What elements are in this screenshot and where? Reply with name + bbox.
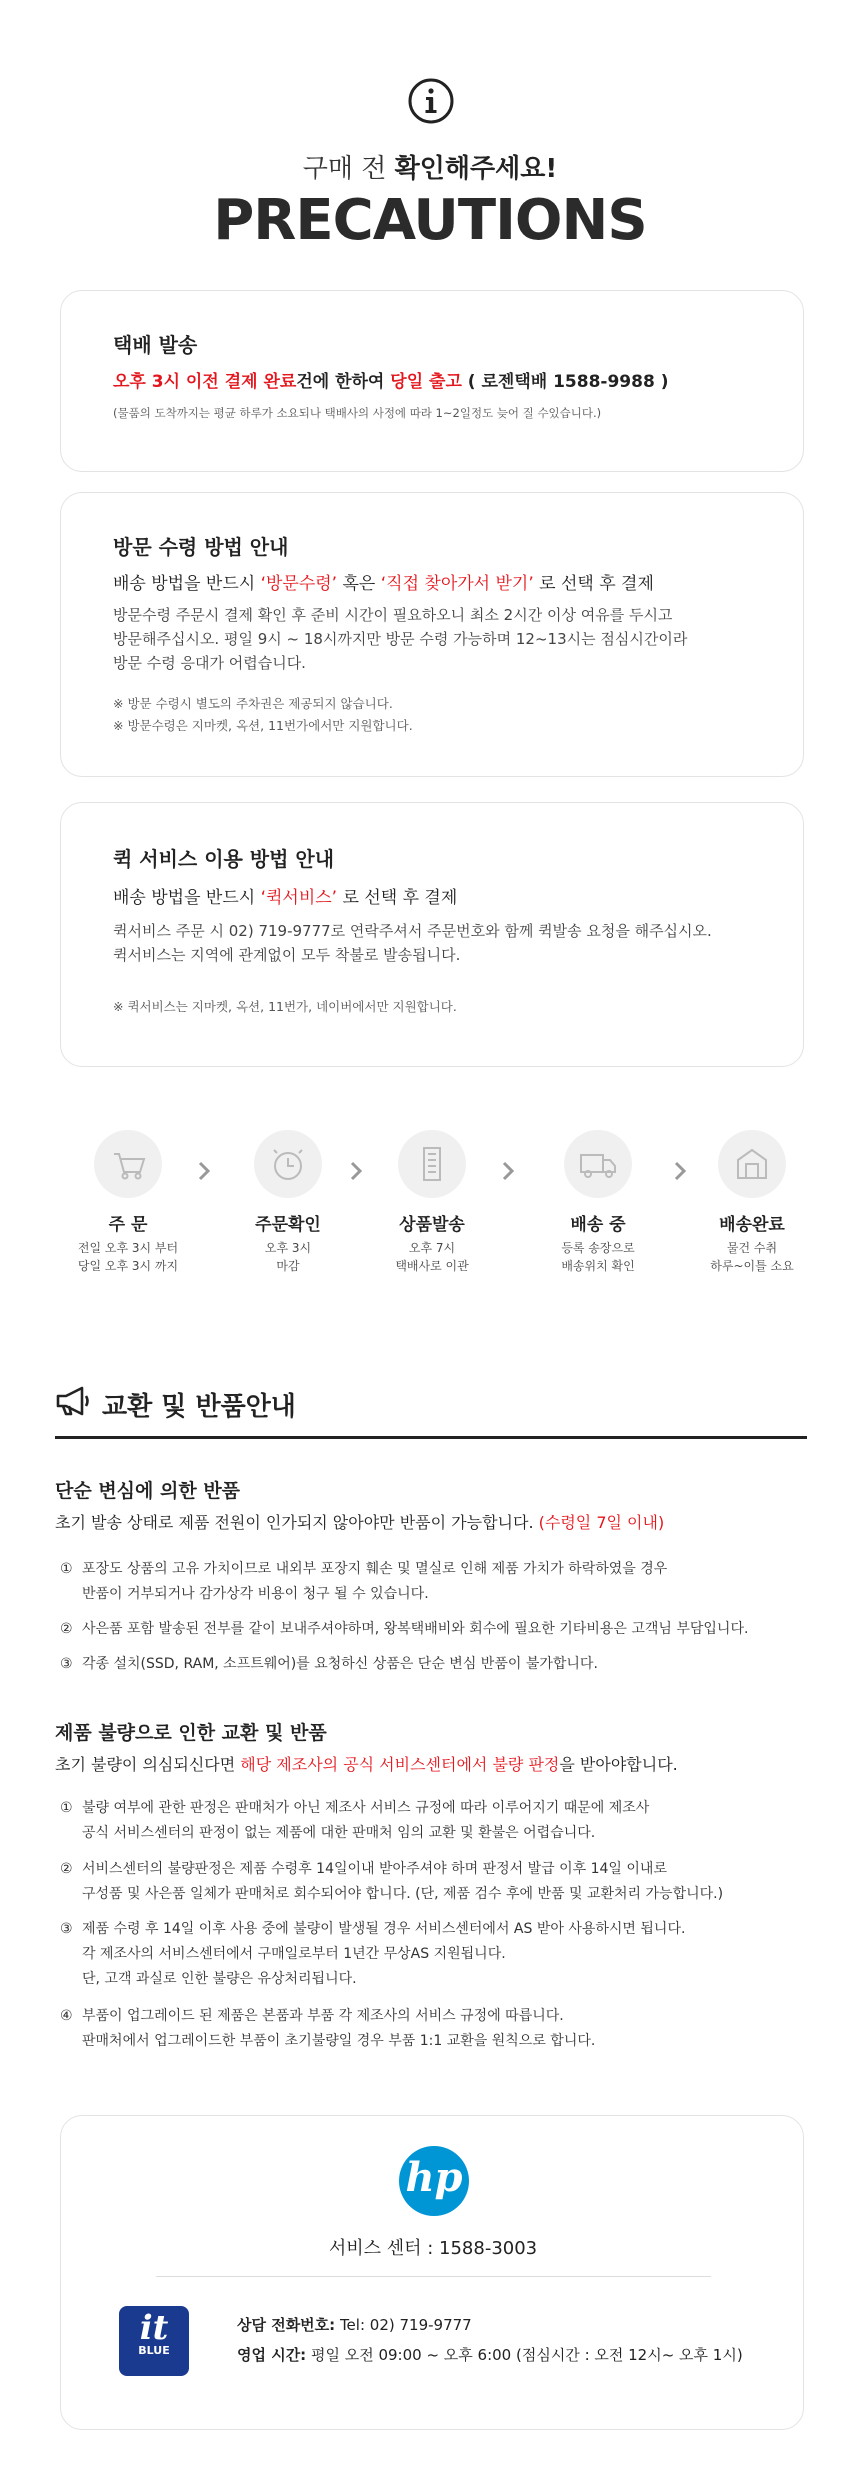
service-info-card xyxy=(60,2115,804,2430)
deadline-text: (수령일 7일 이내) xyxy=(538,1513,665,1532)
chevron-right-icon xyxy=(500,1160,516,1182)
package-icon xyxy=(398,1130,466,1198)
item-line: 사은품 포함 발송된 전부를 같이 보내주셔야하며, 왕복택배비와 회수에 필요한 기타비용은 고객님 부담입니다. xyxy=(82,1621,749,1637)
item-line: 반품이 거부되거나 감가상각 비용이 청구 될 수 있습니다. xyxy=(82,1586,429,1602)
step-label: 주 문 xyxy=(108,1215,148,1235)
simple-return-title: 단순 변심에 의한 반품 xyxy=(55,1480,241,1502)
mid-text: 건에 한하여 xyxy=(296,372,391,392)
step-desc-line: 전일 오후 3시 부터 xyxy=(77,1241,179,1255)
clock-icon xyxy=(254,1130,322,1198)
item-line: 공식 서비스센터의 판정이 없는 제품에 대한 판매처 임의 교환 및 환불은 어렵습니다. xyxy=(82,1825,596,1841)
pickup-card xyxy=(60,492,804,777)
list-item xyxy=(60,1652,820,1677)
item-line: 각 제조사의 서비스센터에서 구매일로부터 1년간 무상AS 지원됩니다. xyxy=(82,1946,506,1962)
list-item xyxy=(60,1917,820,1992)
info-circle-icon xyxy=(408,78,454,124)
pickup-notes xyxy=(113,693,413,737)
defect-return-sub xyxy=(55,1752,678,1775)
service-center-text: 서비스 센터 : 1588-3003 xyxy=(328,2238,538,2259)
defect-return-title: 제품 불량으로 인한 교환 및 반품 xyxy=(55,1722,327,1744)
step-desc-line: 당일 오후 3시 까지 xyxy=(77,1259,179,1273)
item-number: ③ xyxy=(60,1921,73,1937)
hp-logo-text: hp xyxy=(405,2154,463,2201)
step-confirm xyxy=(228,1130,348,1275)
phone-label: 상담 전화번호: xyxy=(237,2316,336,2334)
contact-phone xyxy=(237,2314,472,2335)
item-line: 서비스센터의 불량판정은 제품 수령후 14일이내 받아주셔야 하며 판정서 발급 이후 14일 이내로 xyxy=(82,1861,667,1877)
chevron-right-icon xyxy=(672,1160,688,1182)
sub-text: 초기 발송 상태로 제품 전원이 인가되지 않아야만 반품이 가능합니다. xyxy=(55,1513,539,1532)
it-logo-text: it xyxy=(139,2308,169,2348)
item-line: 불량 여부에 관한 판정은 판매처가 아닌 제조사 서비스 규정에 따라 이루어지기 때문에 제조사 xyxy=(82,1800,650,1816)
cutoff-text: 오후 3시 이전 결제 완료 xyxy=(113,372,297,392)
step-desc-line: 배송위치 확인 xyxy=(561,1259,635,1273)
step-desc-line: 물건 수취 xyxy=(726,1241,778,1255)
step-desc-line: 오후 3시 xyxy=(264,1241,312,1255)
warehouse-icon xyxy=(718,1130,786,1198)
item-number: ④ xyxy=(60,2008,73,2024)
chevron-right-icon xyxy=(196,1160,212,1182)
sub-prefix: 배송 방법을 반드시 xyxy=(113,574,261,594)
body-line: 퀵서비스 주문 시 02) 719-9777로 연락주셔서 주문번호와 함께 퀵발송 요청을 해주십시오. xyxy=(113,922,712,940)
step-desc xyxy=(372,1239,492,1275)
list-item xyxy=(60,1557,820,1607)
item-number: ① xyxy=(60,1800,73,1816)
step-in-transit xyxy=(538,1130,658,1275)
item-number: ① xyxy=(60,1561,73,1577)
delivery-card xyxy=(60,290,804,472)
card-title: 퀵 서비스 이용 방법 안내 xyxy=(113,847,335,871)
step-desc-line: 등록 송장으로 xyxy=(561,1241,635,1255)
step-ship xyxy=(372,1130,492,1275)
step-desc-line: 마감 xyxy=(276,1259,300,1273)
body-line: 퀵서비스는 지역에 관계없이 모두 착불로 발송됩니다. xyxy=(113,946,461,964)
item-line: 부품이 업그레이드 된 제품은 본품과 부품 각 제조사의 서비스 규정에 따릅니다. xyxy=(82,2008,564,2024)
official-center-text: 해당 제조사의 공식 서비스센터에서 불량 판정 xyxy=(240,1755,560,1774)
item-line: 제품 수령 후 14일 이후 사용 중에 불량이 발생될 경우 서비스센터에서 AS 받아 사용하시면 됩니다. xyxy=(82,1921,686,1937)
hours-label: 영업 시간: xyxy=(237,2346,307,2364)
it-logo-blue: BLUE xyxy=(138,2344,170,2357)
direct-pickup-text: ‘직접 찾아가서 받기’ xyxy=(380,574,534,594)
section-divider xyxy=(55,1436,807,1439)
item-line: 구성품 및 사은품 일체가 판매처로 회수되어야 합니다. (단, 제품 검수 후에 반품 및 교환처리 가능합니다.) xyxy=(82,1886,724,1902)
simple-return-sub xyxy=(55,1510,664,1533)
step-desc-line: 하루~이틀 소요 xyxy=(710,1259,794,1273)
hours-value: 평일 오전 09:00 ~ 오후 6:00 (점심시간 : 오전 12시~ 오후 1시) xyxy=(306,2346,743,2364)
subtitle-prefix: 구매 전 xyxy=(302,154,395,184)
megaphone-icon xyxy=(55,1386,93,1416)
cart-icon xyxy=(94,1130,162,1198)
courier-text: ( 로젠택배 1588-9988 ) xyxy=(461,372,669,392)
same-day-text: 당일 출고 xyxy=(390,372,462,392)
list-item xyxy=(60,1796,820,1846)
footer-divider xyxy=(156,2276,711,2277)
quick-service-card xyxy=(60,802,804,1067)
delivery-note: (물품의 도착까지는 평균 하루가 소요되나 택배사의 사정에 따라 1~2일정도 늦어 질 수있습니다.) xyxy=(113,406,602,420)
step-label: 배송완료 xyxy=(719,1215,785,1235)
quick-method-line xyxy=(113,883,457,908)
list-item xyxy=(60,1857,820,1907)
step-delivered xyxy=(692,1130,812,1275)
sub-end: 로 선택 후 결제 xyxy=(337,888,458,908)
page-title: PRECAUTIONS xyxy=(213,188,647,253)
sub-end: 을 받아야합니다. xyxy=(559,1755,678,1774)
step-desc xyxy=(68,1239,188,1275)
visit-pickup-text: ‘방문수령’ xyxy=(260,574,338,594)
item-number: ② xyxy=(60,1621,73,1637)
step-desc xyxy=(538,1239,658,1275)
step-desc xyxy=(228,1239,348,1275)
header-subtitle xyxy=(0,148,860,185)
note-line: ※ 방문 수령시 별도의 주차권은 제공되지 않습니다. xyxy=(113,696,393,711)
quick-service-text: ‘퀵서비스’ xyxy=(260,888,338,908)
item-number: ② xyxy=(60,1861,73,1877)
item-line: 포장도 상품의 고유 가치이므로 내외부 포장지 훼손 및 멸실로 인해 제품 가치가 하락하였을 경우 xyxy=(82,1561,668,1577)
card-title: 택배 발송 xyxy=(113,333,198,357)
body-line: 방문수령 주문시 결제 확인 후 준비 시간이 필요하오니 최소 2시간 이상 여유를 두시고 xyxy=(113,606,673,624)
subtitle-bold: 확인해주세요! xyxy=(394,154,558,184)
step-label: 상품발송 xyxy=(399,1215,465,1235)
body-line: 방문해주십시오. 평일 9시 ~ 18시까지만 방문 수령 가능하며 12~13시는 점심시간이라 xyxy=(113,630,688,648)
section-title: 교환 및 반품안내 xyxy=(102,1392,296,1422)
sub-end: 로 선택 후 결제 xyxy=(533,574,654,594)
pickup-method-line xyxy=(113,569,654,594)
truck-icon xyxy=(564,1130,632,1198)
item-line: 판매처에서 업그레이드한 부품이 초기불량일 경우 부품 1:1 교환을 원칙으로 합니다. xyxy=(82,2033,596,2049)
step-label: 주문확인 xyxy=(255,1215,321,1235)
step-label: 배송 중 xyxy=(570,1215,626,1235)
step-desc-line: 택배사로 이관 xyxy=(395,1259,469,1273)
step-desc xyxy=(692,1239,812,1275)
pickup-body xyxy=(113,603,773,675)
body-line: 방문 수령 응대가 어렵습니다. xyxy=(113,654,306,672)
item-number: ③ xyxy=(60,1656,73,1672)
sub-prefix: 배송 방법을 반드시 xyxy=(113,888,261,908)
list-item xyxy=(60,1617,820,1642)
step-order xyxy=(68,1130,188,1275)
quick-note: ※ 퀵서비스는 지마켓, 옥션, 11번가, 네이버에서만 지원합니다. xyxy=(113,999,457,1014)
list-item xyxy=(60,2004,820,2054)
step-desc-line: 오후 7시 xyxy=(408,1241,456,1255)
item-line: 각종 설치(SSD, RAM, 소프트웨어)를 요청하신 상품은 단순 변심 반품이 불가합니다. xyxy=(82,1656,598,1672)
chevron-right-icon xyxy=(348,1160,364,1182)
business-hours xyxy=(237,2344,743,2365)
it-blue-logo xyxy=(119,2306,189,2376)
sub-mid: 혹은 xyxy=(337,574,381,594)
quick-body xyxy=(113,919,793,967)
delivery-line xyxy=(113,367,668,392)
note-line: ※ 방문수령은 지마켓, 옥션, 11번가에서만 지원합니다. xyxy=(113,718,413,733)
card-title: 방문 수령 방법 안내 xyxy=(113,535,289,559)
sub-prefix: 초기 불량이 의심되신다면 xyxy=(55,1755,241,1774)
item-line: 단, 고객 과실로 인한 불량은 유상처리됩니다. xyxy=(82,1971,357,1987)
phone-value: Tel: 02) 719-9777 xyxy=(335,2316,472,2334)
hp-logo xyxy=(399,2146,469,2216)
